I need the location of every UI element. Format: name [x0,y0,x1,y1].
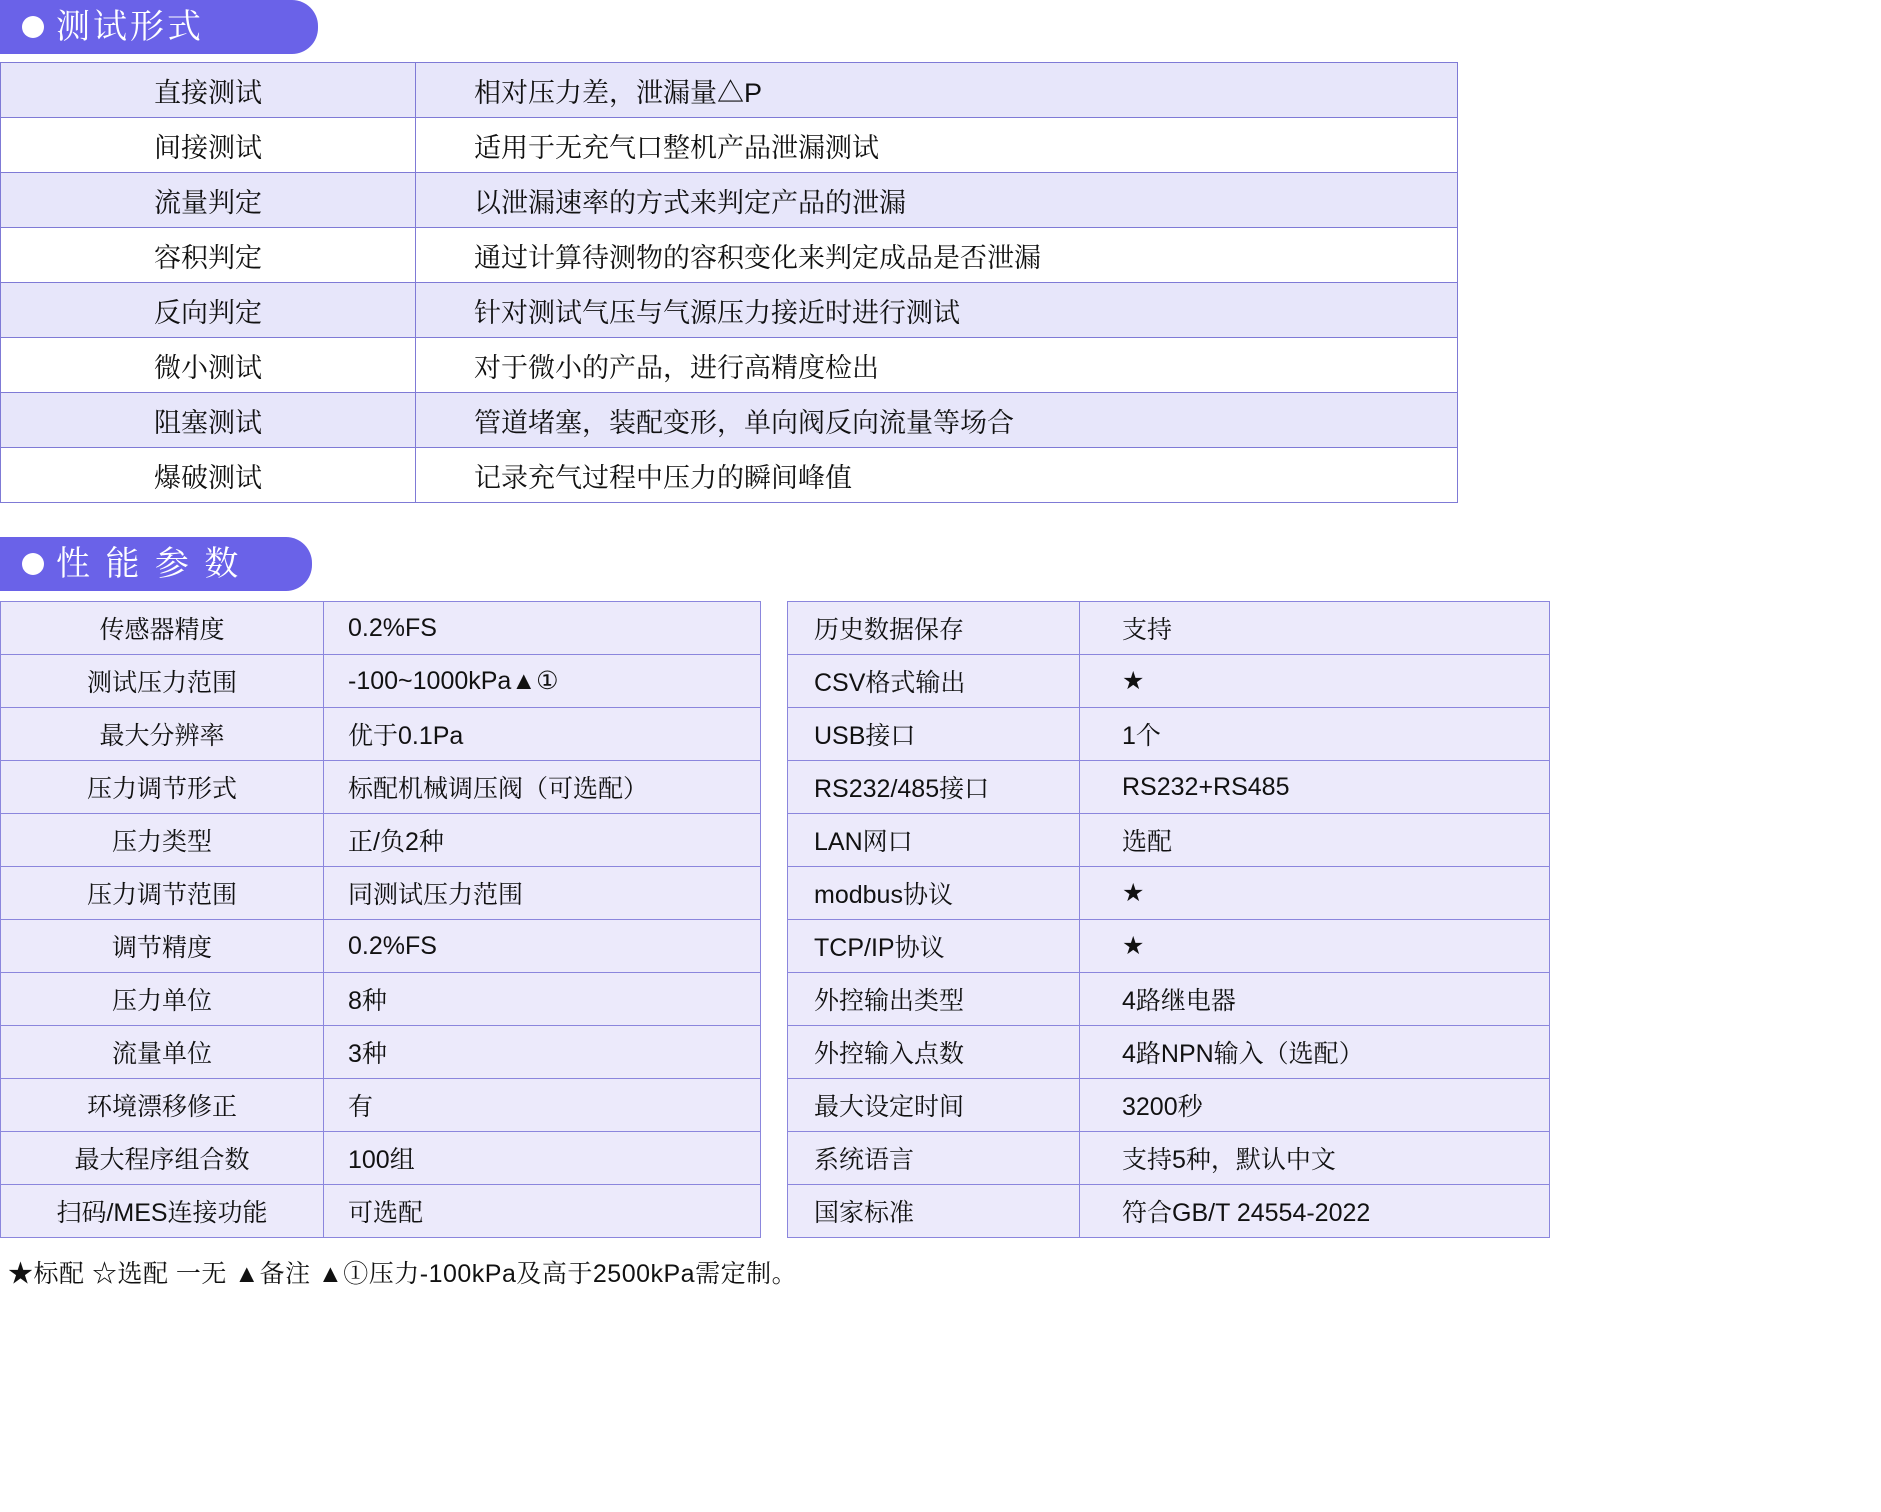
table-row [1,63,1458,118]
table-performance-left [0,601,761,1238]
test-form-desc: 对于微小的产品，进行高精度检出 [416,338,1458,393]
table-row [1,920,761,973]
table-row [1,283,1458,338]
table-row [1,118,1458,173]
table-row [1,448,1458,503]
param-name: 历史数据保存 [788,602,1080,655]
param-value: 3种 [324,1026,761,1079]
param-value: 3200秒 [1080,1079,1550,1132]
footnote: ★标配 ☆选配 一无 ▲备注 ▲①压力-100kPa及高于2500kPa需定制。 [8,1260,798,1288]
section-title-test-form: 测试形式 [56,8,204,46]
param-value: 4路NPN输入（选配） [1080,1026,1550,1079]
test-form-desc: 管道堵塞，装配变形，单向阀反向流量等场合 [416,393,1458,448]
param-name: 调节精度 [1,920,324,973]
param-name: modbus协议 [788,867,1080,920]
table-row [788,814,1550,867]
table-row [1,814,761,867]
table-row [1,338,1458,393]
table-row [1,761,761,814]
param-name: 压力单位 [1,973,324,1026]
table-row [1,1132,761,1185]
param-value: 标配机械调压阀（可选配） [324,761,761,814]
param-value: 0.2%FS [324,602,761,655]
param-name: 系统语言 [788,1132,1080,1185]
table-row [788,761,1550,814]
test-form-desc: 以泄漏速率的方式来判定产品的泄漏 [416,173,1458,228]
param-name: 传感器精度 [1,602,324,655]
test-form-name: 直接测试 [1,63,416,118]
table-performance-right [787,601,1550,1238]
param-name: 环境漂移修正 [1,1079,324,1132]
param-name: 外控输入点数 [788,1026,1080,1079]
table-row [1,602,761,655]
param-name: 压力类型 [1,814,324,867]
test-form-desc: 记录充气过程中压力的瞬间峰值 [416,448,1458,503]
param-value: ★ [1080,920,1550,973]
test-form-name: 容积判定 [1,228,416,283]
test-form-name: 反向判定 [1,283,416,338]
test-form-name: 阻塞测试 [1,393,416,448]
table-row [1,173,1458,228]
param-name: USB接口 [788,708,1080,761]
table-row [788,1185,1550,1238]
param-name: 最大分辨率 [1,708,324,761]
table-row [788,708,1550,761]
param-value: 1个 [1080,708,1550,761]
param-name: 流量单位 [1,1026,324,1079]
param-value: 支持 [1080,602,1550,655]
table-row [1,973,761,1026]
table-row [1,1185,761,1238]
param-name: LAN网口 [788,814,1080,867]
test-form-name: 爆破测试 [1,448,416,503]
table-row [788,1079,1550,1132]
bullet-dot-icon [22,16,44,38]
table-row [788,920,1550,973]
table-row [1,228,1458,283]
test-form-desc: 针对测试气压与气源压力接近时进行测试 [416,283,1458,338]
param-value: ★ [1080,867,1550,920]
table-row [1,655,761,708]
table-row [1,867,761,920]
table-test-form [0,62,1458,503]
table-row [788,1132,1550,1185]
param-name: CSV格式输出 [788,655,1080,708]
table-row [1,1026,761,1079]
param-name: 国家标准 [788,1185,1080,1238]
table-row [788,973,1550,1026]
param-value: 0.2%FS [324,920,761,973]
param-name: 测试压力范围 [1,655,324,708]
param-value: 正/负2种 [324,814,761,867]
param-name: 最大程序组合数 [1,1132,324,1185]
param-value: 有 [324,1079,761,1132]
param-value: ★ [1080,655,1550,708]
table-row [1,393,1458,448]
table-row [1,708,761,761]
test-form-name: 间接测试 [1,118,416,173]
param-name: 压力调节范围 [1,867,324,920]
section-header-test-form [0,0,318,54]
param-value: 8种 [324,973,761,1026]
table-row [788,867,1550,920]
table-row [788,602,1550,655]
param-value: -100~1000kPa▲① [324,655,761,708]
test-form-desc: 相对压力差，泄漏量△P [416,63,1458,118]
test-form-name: 流量判定 [1,173,416,228]
param-value: 优于0.1Pa [324,708,761,761]
test-form-desc: 适用于无充气口整机产品泄漏测试 [416,118,1458,173]
param-value: 同测试压力范围 [324,867,761,920]
param-value: 支持5种，默认中文 [1080,1132,1550,1185]
param-value: 可选配 [324,1185,761,1238]
param-name: RS232/485接口 [788,761,1080,814]
table-row [788,655,1550,708]
table-row [1,1079,761,1132]
param-name: 扫码/MES连接功能 [1,1185,324,1238]
param-name: TCP/IP协议 [788,920,1080,973]
performance-tables [0,601,1881,1238]
table-row [788,1026,1550,1079]
test-form-desc: 通过计算待测物的容积变化来判定成品是否泄漏 [416,228,1458,283]
param-name: 最大设定时间 [788,1079,1080,1132]
param-value: RS232+RS485 [1080,761,1550,814]
param-value: 选配 [1080,814,1550,867]
param-value: 100组 [324,1132,761,1185]
param-name: 外控输出类型 [788,973,1080,1026]
section-header-performance [0,537,312,591]
param-value: 符合GB/T 24554-2022 [1080,1185,1550,1238]
param-value: 4路继电器 [1080,973,1550,1026]
section-title-performance: 性 能 参 数 [56,545,242,583]
param-name: 压力调节形式 [1,761,324,814]
bullet-dot-icon [22,553,44,575]
test-form-name: 微小测试 [1,338,416,393]
